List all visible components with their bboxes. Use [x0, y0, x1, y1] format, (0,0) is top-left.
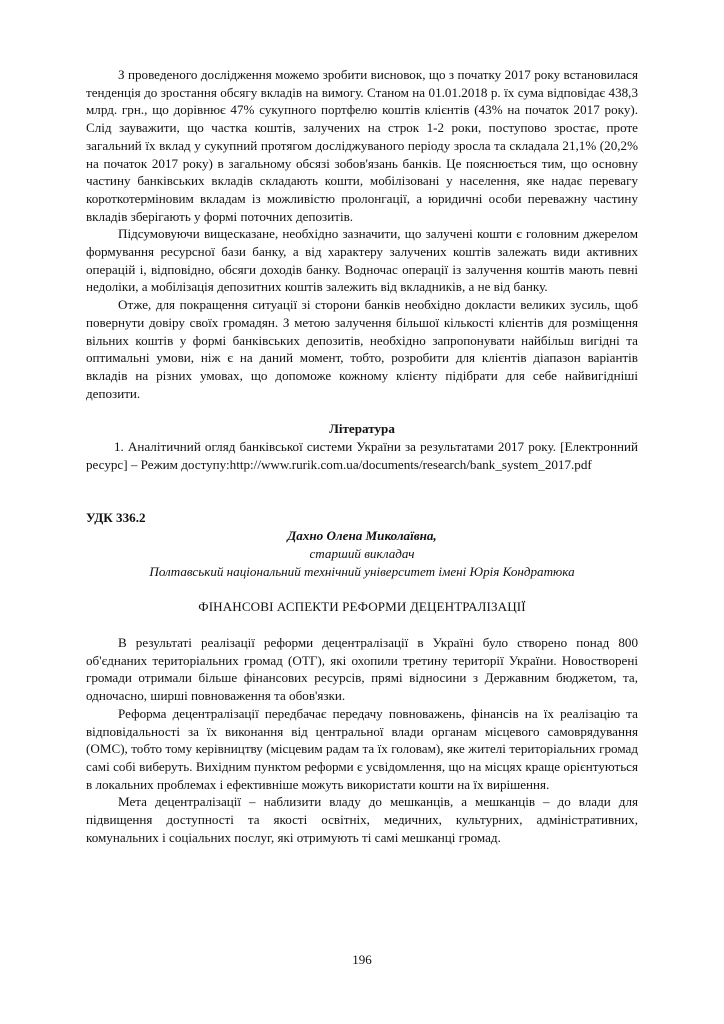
article-title: ФІНАНСОВІ АСПЕКТИ РЕФОРМИ ДЕЦЕНТРАЛІЗАЦІЇ	[198, 599, 526, 615]
literature-heading: Література	[329, 421, 395, 437]
paragraph-conclusion-1: З проведеного дослідження можемо зробити висновок, що з початку 2017 року встановилася тенденція до зростання обсягу вкладів на вимогу. Станом на 01.01.2018 р. їх сума відповідає 438,3 млрд. грн., що дорівнює 47% сукупного портфелю коштів клієнтів (43% на початок 2017 року). Слід зауважити, що частка коштів, залучених на строк 1-2 роки, поступово зростає, проте загальний їх вклад у сукупний протягом досліджуваного періоду зросла та складала 21,1% (20,2% на початок 2017 року) в загальному обсязі зобов'язань банків. Це пояснюється тим, що основну частину банківських вкладів складають кошти, мобілізовані у населення, яке надає перевагу короткотерміновим вкладам із можливістю пролонгації, а юридичні особи переважну частину вкладів зберігають у формі поточних депозитів.	[86, 67, 638, 224]
author-position: старший викладач	[309, 545, 415, 561]
page-content	[86, 66, 638, 846]
paragraph-conclusion-3: Отже, для покращення ситуації зі сторони банків необхідно докласти великих зусиль, щоб повернути довіру своїх громадян. З метою залучення більшої кількості клієнтів для розміщення вільних коштів у формі банківських депозитів, необхідно запропонувати найбільш вигідні та оптимальні умови, ніж є на даний момент, тобто, розробити для клієнтів діапазон варіантів вкладів на різних умовах, що допоможе кожному клієнту підібрати для себе найвигідніші депозити.	[86, 297, 638, 401]
page-number: 196	[352, 952, 372, 967]
paragraph-body-3: Мета децентралізації – наблизити владу до мешканців, а мешканців – до влади для підвищення доступності та якості освітніх, медичних, культурних, адміністративних, комунальних і соціальних послуг, які отримують ті самі мешканці громад.	[86, 794, 638, 845]
author-name: Дахно Олена Миколаївна,	[287, 528, 437, 544]
paragraph-body-1: В результаті реалізації реформи децентралізації в Україні було створено понад 800 об'єднаних територіальних громад (ОТГ), які охопили третину території України. Новостворені громади отримали більше фінансових ресурсів, прямі відносини з Державним бюджетом, та, одночасно, ширші повноваження та обов'язки.	[86, 634, 638, 704]
paragraph-body-2: Реформа децентралізації передбачає передачу повноважень, фінансів на їх реалізацію та відповідальності за їх виконання від центральної влади органам місцевого самоврядування (ОМС), тобто тому керівництву (місцевим радам та їх головам), яке жителі територіальних громад самі собі виберуть. Вихідним пунктом реформи є усвідомлення, що на місцях краще орієнтуються в локальних проблемах і ефективніше можуть використати кошти на їх вирішення.	[86, 705, 638, 792]
paragraph-conclusion-2: Підсумовуючи вищесказане, необхідно зазначити, що залучені кошти є головним джерелом формування ресурсної бази банку, а від характеру залучених коштів залежать види активних операцій і, відповідно, обсяги доходів банку. Водночас операції із залучення коштів мають певні недоліки, а мобілізація депозитних коштів залежить від вкладників, а не від банку.	[86, 226, 638, 295]
author-affiliation: Полтавський національний технічний університет імені Юрія Кондратюка	[149, 563, 575, 579]
udk-code: УДК 336.2	[86, 510, 146, 526]
literature-item: 1. Аналітичний огляд банківської системи України за результатами 2017 року. [Електронний ресурс] – Режим доступу:http://www.rurik.com.ua/documents/research/bank_system_2017.pdf	[86, 439, 638, 472]
